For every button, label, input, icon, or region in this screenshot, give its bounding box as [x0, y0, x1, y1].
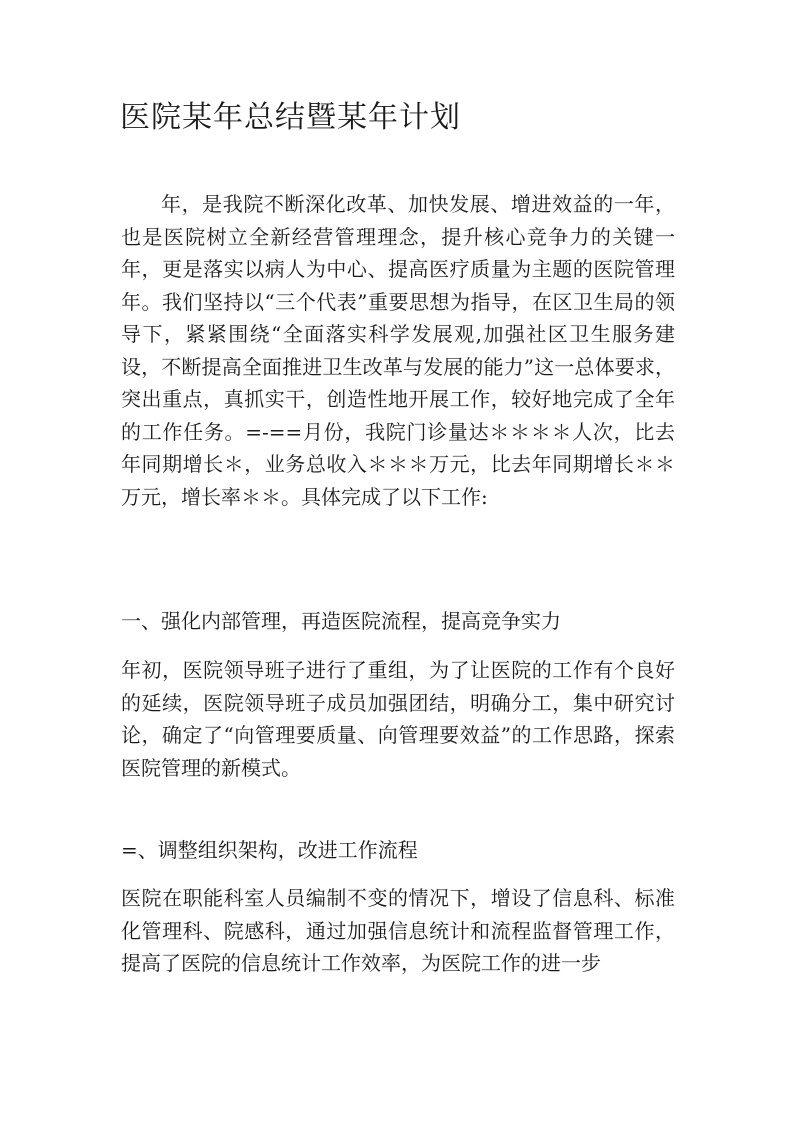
document-title: 医院某年总结暨某年计划	[120, 100, 461, 135]
section-2-heading: =、调整组织架构，改进工作流程	[121, 838, 418, 862]
section-1-heading: 一、强化内部管理，再造医院流程，提高竞争实力	[121, 609, 561, 633]
intro-paragraph: 年，是我院不断深化改革、加快发展、增进效益的一年，也是医院树立全新经营管理理念，提升核心竞争力的关键一年，更是落实以病人为中心、提高医疗质量为主题的医院管理年。我们坚持以“三个代表”重要思想为指导，在区卫生局的领导下，紧紧围绕“全面落实科学发展观,加强社区卫生服务建设，不断提高全面推进卫生改革与发展的能力”这一总体要求，突出重点，真抓实干，创造性地开展工作，较好地完成了全年的工作任务。=-==月份，我院门诊量达＊＊＊＊人次，比去年同期增长＊，业务总收入＊＊＊万元，比去年同期增长＊＊万元，增长率＊＊。具体完成了以下工作:	[121, 192, 675, 509]
section-2-body: 医院在职能科室人员编制不变的情况下，增设了信息科、标准化管理科、院感科，通过加强信息统计和流程监督管理工作，提高了医院的信息统计工作效率，为医院工作的进一步	[121, 886, 675, 975]
section-1-body: 年初，医院领导班子进行了重组，为了让医院的工作有个良好的延续，医院领导班子成员加强团结，明确分工，集中研究讨论，确定了“向管理要质量、向管理要效益”的工作思路，探索医院管理的新模式。	[121, 658, 675, 780]
